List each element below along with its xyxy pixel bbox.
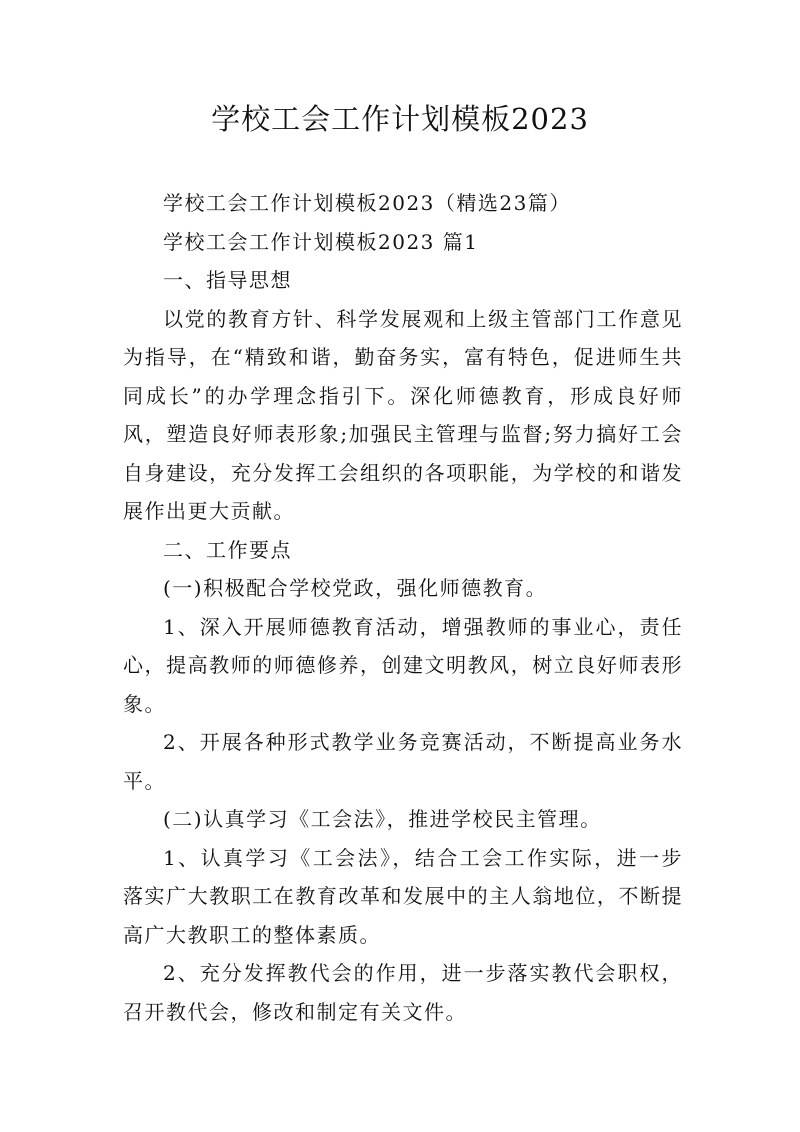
- body-paragraph: 1、深入开展师德教育活动，增强教师的事业心，责任心，提高教师的师德修养，创建文明教风，树立良好师表形象。: [123, 614, 683, 716]
- body-paragraph: 2、开展各种形式教学业务竞赛活动，不断提高业务水平。: [123, 730, 683, 793]
- document-body: [123, 184, 683, 1031]
- heading-guiding-ideology: 一、指导思想: [163, 268, 292, 292]
- body-paragraph: 以党的教育方针、科学发展观和上级主管部门工作意见为指导，在“精致和谐，勤奋务实，富有特色，促进师生共同成长”的办学理念指引下。深化师德教育，形成良好师风，塑造良好师表形象;加强民主管理与监督;努力搞好工会自身建设，充分发挥工会组织的各项职能，为学校的和谐发展作出更大贡献。: [123, 306, 683, 523]
- body-paragraph: 1、认真学习《工会法》，结合工会工作实际，进一步落实广大教职工在教育改革和发展中的主人翁地位，不断提高广大教职工的整体素质。: [123, 845, 683, 947]
- subheading-item-1: (一)积极配合学校党政，强化师德教育。: [163, 576, 548, 600]
- subheading-item-2: (二)认真学习《工会法》，推进学校民主管理。: [163, 807, 602, 831]
- document-title: 学校工会工作计划模板2023: [211, 102, 589, 136]
- heading-work-points: 二、工作要点: [163, 537, 292, 562]
- subtitle-paragraph: 学校工会工作计划模板2023（精选23篇）: [163, 191, 571, 215]
- body-paragraph: 2、充分发挥教代会的作用，进一步落实教代会职权，召开教代会，修改和制定有关文件。: [123, 961, 683, 1024]
- section-heading: 学校工会工作计划模板2023 篇1: [163, 229, 479, 254]
